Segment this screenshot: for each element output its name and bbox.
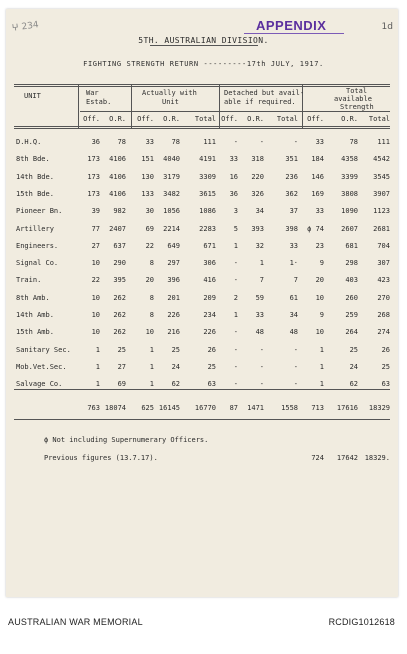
cell-actual-total: 26 [207,346,216,354]
previous-figures-label: Previous figures (13.7.17). [44,454,158,462]
cell-actual-off: 69 [145,225,154,233]
cell-actual-or: 3482 [163,190,180,198]
cell-actual-total: 416 [203,276,216,284]
cell-actual-total: 226 [203,328,216,336]
cell-actual-or: 62 [171,380,180,388]
cell-det-total: 48 [289,328,298,336]
header-actual-1: Actually with [142,89,197,97]
cell-avail-total: 268 [377,311,390,319]
cell-avail-off: 33 [315,138,324,146]
cell-actual-total: 3309 [199,173,216,181]
totals-top-rule [14,389,390,390]
cell-actual-off: 8 [149,311,154,319]
row-unit-label: Pioneer Bn. [16,207,63,215]
cell-war-or: 25 [117,346,126,354]
cell-det-or: - [259,138,264,146]
header-total-1: Total [346,87,368,95]
division-heading: 5TH. AUSTRALIAN DIVISION. [138,36,269,45]
cell-actual-off: 8 [149,294,154,302]
row-unit-label: 15th Bde. [16,190,54,198]
cell-avail-or: 78 [349,138,358,146]
header-unit: UNIT [24,92,41,100]
footnote: ϕ Not including Supernumerary Officers. [44,436,209,444]
cell-war-off: 10 [91,328,100,336]
cell-actual-off: 33 [145,138,154,146]
total-det-off: 87 [229,404,238,412]
cell-avail-or: 2607 [341,225,358,233]
cell-avail-off: 169 [311,190,324,198]
cell-avail-total: 270 [377,294,390,302]
header-detached-1: Detached but avail- [224,89,305,97]
cell-war-or: 69 [117,380,126,388]
header-bottom-rule-double [14,128,390,129]
cell-avail-total: 704 [377,242,390,250]
cell-det-off: - [233,346,238,354]
cell-actual-off: 30 [145,207,154,215]
cell-det-or: 393 [251,225,264,233]
cell-war-or: 4106 [109,155,126,163]
cell-det-off: 3 [233,207,238,215]
cell-det-off: - [233,276,238,284]
cell-war-or: 637 [113,242,126,250]
subheader-avail-or: O.R. [341,115,358,123]
total-actual-total: 16770 [194,404,216,412]
cell-avail-total: 3545 [373,173,390,181]
cell-det-or: 34 [255,207,264,215]
cell-actual-total: 234 [203,311,216,319]
cell-avail-off: 10 [315,294,324,302]
row-unit-label: Engineers. [16,242,59,250]
total-war-or: 18074 [104,404,126,412]
cell-det-total: 1· [289,259,298,267]
cell-actual-off: 1 [149,363,154,371]
cell-avail-or: 264 [345,328,358,336]
cell-war-or: 290 [113,259,126,267]
subheader-actual-off: Off. [137,115,154,123]
row-unit-label: 8th Bde. [16,155,50,163]
cell-avail-off: ϕ 74 [307,225,324,233]
cell-avail-or: 24 [349,363,358,371]
pencil-annotation: ⵖ 234 [11,20,40,34]
cell-det-or: 220 [251,173,264,181]
cell-avail-or: 25 [349,346,358,354]
cell-det-off: 5 [233,225,238,233]
cell-actual-or: 396 [167,276,180,284]
cell-det-off: - [233,328,238,336]
row-unit-label: Salvage Co. [16,380,63,388]
cell-actual-total: 4191 [199,155,216,163]
cell-det-off: 33 [229,155,238,163]
cell-actual-off: 1 [149,346,154,354]
cell-actual-or: 1056 [163,207,180,215]
cell-det-off: 16 [229,173,238,181]
cell-avail-off: 146 [311,173,324,181]
cell-det-total: - [293,346,298,354]
cell-war-off: 173 [87,190,100,198]
cell-actual-total: 3615 [199,190,216,198]
cell-avail-or: 298 [345,259,358,267]
cell-det-off: - [233,363,238,371]
header-war-estab-2: Estab. [86,98,112,106]
archive-caption: AUSTRALIAN WAR MEMORIAL [8,617,143,627]
cell-war-off: 77 [91,225,100,233]
cell-war-or: 395 [113,276,126,284]
header-total-3: Strength [340,103,374,111]
cell-det-off: 1 [233,242,238,250]
cell-war-off: 27 [91,242,100,250]
cell-war-or: 262 [113,311,126,319]
cell-actual-or: 649 [167,242,180,250]
cell-det-total: 7 [293,276,298,284]
cell-war-off: 10 [91,311,100,319]
header-total-2: available [334,95,372,103]
previous-avail-or: 17642 [336,454,358,462]
cell-det-or: 1 [259,259,264,267]
cell-det-total: 33 [289,242,298,250]
cell-det-off: 36 [229,190,238,198]
cell-actual-total: 306 [203,259,216,267]
cell-avail-off: 23 [315,242,324,250]
cell-avail-or: 3808 [341,190,358,198]
cell-det-off: 1 [233,311,238,319]
cell-war-off: 1 [95,380,100,388]
cell-det-off: - [233,138,238,146]
cell-avail-or: 260 [345,294,358,302]
cell-actual-off: 8 [149,259,154,267]
cell-actual-off: 133 [141,190,154,198]
cell-actual-or: 78 [171,138,180,146]
subheader-avail-total: Total [368,115,390,123]
cell-det-total: 37 [289,207,298,215]
cell-actual-off: 151 [141,155,154,163]
cell-actual-total: 25 [207,363,216,371]
cell-det-or: 32 [255,242,264,250]
cell-avail-or: 4358 [341,155,358,163]
cell-avail-total: 2681 [373,225,390,233]
cell-avail-or: 259 [345,311,358,319]
cell-det-total: 398 [285,225,298,233]
appendix-stamp: APPENDIX [256,18,327,33]
previous-avail-off: 724 [311,454,324,462]
cell-avail-total: 4542 [373,155,390,163]
cell-avail-off: 184 [311,155,324,163]
cell-actual-off: 20 [145,276,154,284]
cell-actual-or: 3179 [163,173,180,181]
cell-det-off: - [233,380,238,388]
cell-det-total: 236 [285,173,298,181]
previous-avail-total: 18329. [364,454,390,462]
cell-det-total: 362 [285,190,298,198]
cell-avail-total: 111 [377,138,390,146]
row-unit-label: 8th Amb. [16,294,50,302]
subheader-det-or: O.R. [247,115,264,123]
total-war-off: 763 [87,404,100,412]
row-unit-label: Train. [16,276,42,284]
row-unit-label: D.H.Q. [16,138,42,146]
cell-war-or: 982 [113,207,126,215]
cell-war-off: 1 [95,363,100,371]
cell-det-off: - [233,259,238,267]
cell-avail-off: 9 [319,311,324,319]
cell-det-or: - [259,346,264,354]
cell-det-total: 351 [285,155,298,163]
cell-avail-total: 26 [381,346,390,354]
cell-det-or: 326 [251,190,264,198]
cell-war-or: 4106 [109,190,126,198]
total-actual-off: 625 [141,404,154,412]
subheader-actual-or: O.R. [163,115,180,123]
header-detached-2: able if required. [224,98,296,106]
row-unit-label: Mob.Vet.Sec. [16,363,67,371]
total-det-or: 1471 [247,404,264,412]
cell-war-or: 262 [113,294,126,302]
table-top-rule-double [14,86,390,87]
cell-det-total: - [293,363,298,371]
subheader-det-total: Total [276,115,298,123]
cell-avail-off: 10 [315,328,324,336]
cell-war-or: 78 [117,138,126,146]
cell-actual-off: 10 [145,328,154,336]
cell-det-total: 34 [289,311,298,319]
cell-actual-off: 22 [145,242,154,250]
cell-avail-off: 1 [319,380,324,388]
cell-actual-or: 24 [171,363,180,371]
cell-war-or: 4106 [109,173,126,181]
cell-actual-or: 216 [167,328,180,336]
cell-actual-or: 4040 [163,155,180,163]
archive-reference: RCDIG1012618 [328,617,395,627]
cell-det-total: 61 [289,294,298,302]
cell-avail-off: 1 [319,363,324,371]
cell-avail-total: 307 [377,259,390,267]
cell-actual-off: 130 [141,173,154,181]
cell-actual-total: 671 [203,242,216,250]
cell-war-or: 2407 [109,225,126,233]
cell-actual-off: 1 [149,380,154,388]
cell-det-or: - [259,380,264,388]
table-top-rule [14,84,390,85]
cell-war-off: 36 [91,138,100,146]
row-unit-label: Artillery [16,225,54,233]
cell-war-off: 10 [91,294,100,302]
cell-avail-or: 403 [345,276,358,284]
cell-actual-or: 201 [167,294,180,302]
cell-actual-total: 2283 [199,225,216,233]
cell-war-off: 173 [87,155,100,163]
cell-war-off: 22 [91,276,100,284]
subheader-avail-off: Off. [307,115,324,123]
cell-war-off: 10 [91,259,100,267]
cell-det-or: 7 [259,276,264,284]
cell-avail-or: 3399 [341,173,358,181]
appendix-underline [244,33,344,34]
cell-avail-off: 33 [315,207,324,215]
total-det-total: 1558 [281,404,298,412]
header-actual-2: Unit [162,98,179,106]
cell-avail-total: 274 [377,328,390,336]
cell-actual-total: 209 [203,294,216,302]
subheader-war-or: O.R. [109,115,126,123]
cell-det-or: 33 [255,311,264,319]
cell-war-off: 173 [87,173,100,181]
totals-bottom-rule [14,419,390,420]
cell-avail-total: 423 [377,276,390,284]
row-unit-label: 15th Amb. [16,328,54,336]
cell-avail-off: 9 [319,259,324,267]
total-actual-or: 16145 [158,404,180,412]
cell-avail-or: 62 [349,380,358,388]
cell-war-off: 39 [91,207,100,215]
cell-avail-total: 3907 [373,190,390,198]
cell-avail-or: 1090 [341,207,358,215]
cell-avail-off: 20 [315,276,324,284]
row-unit-label: Signal Co. [16,259,59,267]
row-unit-label: 14th Bde. [16,173,54,181]
cell-det-total: - [293,138,298,146]
total-avail-or: 17616 [336,404,358,412]
subheader-actual-total: Total [194,115,216,123]
cell-war-off: 1 [95,346,100,354]
cell-actual-or: 297 [167,259,180,267]
page-number: 1d [381,22,393,32]
row-unit-label: Sanitary Sec. [16,346,71,354]
return-title: FIGHTING STRENGTH RETURN ---------17th JULY, 1917. [83,60,324,68]
cell-det-or: - [259,363,264,371]
cell-war-or: 262 [113,328,126,336]
header-war-estab-1: War [86,89,99,97]
cell-actual-or: 226 [167,311,180,319]
cell-actual-total: 111 [203,138,216,146]
cell-det-or: 318 [251,155,264,163]
cell-avail-off: 1 [319,346,324,354]
cell-actual-total: 63 [207,380,216,388]
total-avail-off: 713 [311,404,324,412]
cell-det-total: - [293,380,298,388]
total-avail-total: 18329 [368,404,390,412]
cell-actual-or: 25 [171,346,180,354]
cell-actual-or: 2214 [163,225,180,233]
subheader-det-off: Off. [221,115,238,123]
cell-det-off: 2 [233,294,238,302]
cell-det-or: 59 [255,294,264,302]
cell-actual-total: 1086 [199,207,216,215]
subheader-war-off: Off. [83,115,100,123]
cell-war-or: 27 [117,363,126,371]
cell-avail-total: 63 [381,380,390,388]
cell-avail-or: 681 [345,242,358,250]
cell-det-or: 48 [255,328,264,336]
row-unit-label: 14th Amb. [16,311,54,319]
cell-avail-total: 1123 [373,207,390,215]
cell-avail-total: 25 [381,363,390,371]
division-underline [150,45,258,46]
header-bottom-rule [14,126,390,127]
